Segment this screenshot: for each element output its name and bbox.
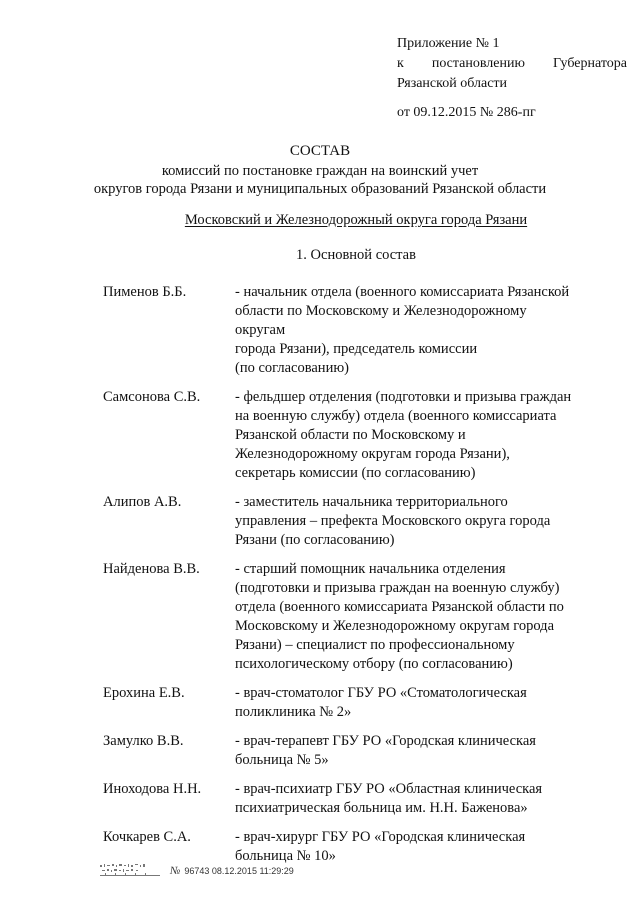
member-name: Замулко В.В. [103, 733, 184, 749]
member-row [103, 388, 613, 483]
member-role-line: Железнодорожному округам города Рязани), [235, 446, 510, 462]
member-role-line: - старший помощник начальника отделения [235, 561, 506, 577]
document-subtitle-line: округов города Рязани и муниципальных образований Рязанской области [93, 181, 547, 197]
member-role-line: на военную службу) отдела (военного комиссариата [235, 408, 557, 424]
member-role-line: - врач-хирург ГБУ РО «Городская клиническая [235, 829, 526, 845]
member-role-line: города Рязани), председатель комиссии [235, 341, 478, 357]
member-role [235, 388, 575, 483]
document-subtitle-line: комиссий по постановке граждан на воинский учет [161, 163, 479, 179]
member-role [235, 493, 575, 550]
member-row [103, 732, 613, 770]
member-role [235, 684, 575, 722]
appendix-reference [397, 54, 627, 74]
appendix-reference-word: к [397, 56, 404, 71]
member-row [103, 283, 613, 378]
member-role [235, 780, 575, 818]
member-row [103, 560, 613, 674]
member-role-line: Рязанской области по Московскому и [235, 427, 466, 443]
district-title [0, 212, 640, 229]
member-name: Пименов Б.Б. [103, 284, 187, 300]
member-role-line: отдела (военного комиссариата Рязанской области по [235, 599, 564, 615]
member-role-line: управления – префекта Московского округа города [235, 513, 551, 529]
document-heading [0, 141, 640, 198]
appendix-date: от 09.12.2015 № 286-пг [397, 105, 536, 120]
member-role-line: поликлиника № 2» [235, 704, 352, 720]
appendix-reference-word: постановлению [431, 56, 525, 71]
section-title: 1. Основной состав [296, 247, 416, 263]
footer-registration-code: 96743 08.12.2015 11:29:29 [184, 866, 294, 876]
member-row [103, 684, 613, 722]
member-role-line: - врач-стоматолог ГБУ РО «Стоматологическая [235, 685, 527, 701]
member-role-line: больница № 10» [235, 848, 336, 864]
member-name: Найденова В.В. [103, 561, 200, 577]
member-role-line: психиатрическая больница им. Н.Н. Баженова» [235, 800, 528, 816]
member-role-line: - фельдшер отделения (подготовки и призыва граждан [235, 389, 572, 405]
member-role-line: Рязани) – специалист по профессиональному [235, 637, 515, 653]
member-row [103, 493, 613, 550]
member-role-line: - врач-терапевт ГБУ РО «Городская клиническая [235, 733, 536, 749]
member-name: Ерохина Е.В. [103, 685, 185, 701]
member-role-line: психологическому отбору (по согласованию) [235, 656, 513, 672]
appendix-header [397, 34, 627, 123]
member-name: Самсонова С.В. [103, 389, 201, 405]
member-role-line: Московскому и Железнодорожному округам города [235, 618, 554, 634]
member-role-line: больница № 5» [235, 752, 329, 768]
member-role-line: (по согласованию) [235, 360, 349, 376]
document-title: СОСТАВ [289, 143, 351, 159]
member-role-line: (подготовки и призыва граждан на военную службу) [235, 580, 560, 596]
appendix-region: Рязанской области [397, 76, 508, 91]
member-name: Алипов А.В. [103, 494, 182, 510]
member-role-line: области по Московскому и Железнодорожному округам [235, 303, 527, 338]
member-role-line: секретарь комиссии (по согласованию) [235, 465, 476, 481]
member-role-line: - врач-психиатр ГБУ РО «Областная клиническая [235, 781, 543, 797]
member-row [103, 780, 613, 818]
member-name: Кочкарев С.А. [103, 829, 191, 845]
district-title-text: Московский и Железнодорожный округа города Рязани [184, 212, 528, 228]
appendix-reference-word: Губернатора [552, 56, 627, 71]
member-role-line: - начальник отдела (военного комиссариата Рязанской [235, 284, 570, 300]
member-role-line: - заместитель начальника территориального [235, 494, 508, 510]
member-role [235, 560, 575, 674]
member-role [235, 283, 575, 378]
registration-stamp-icon [100, 863, 162, 879]
members-list [103, 283, 613, 876]
appendix-number: Приложение № 1 [397, 36, 500, 51]
member-name: Иноходова Н.Н. [103, 781, 202, 797]
footer-number-mark: № [170, 865, 181, 877]
member-role [235, 732, 575, 770]
document-footer [100, 861, 294, 881]
member-role-line: Рязани (по согласованию) [235, 532, 395, 548]
